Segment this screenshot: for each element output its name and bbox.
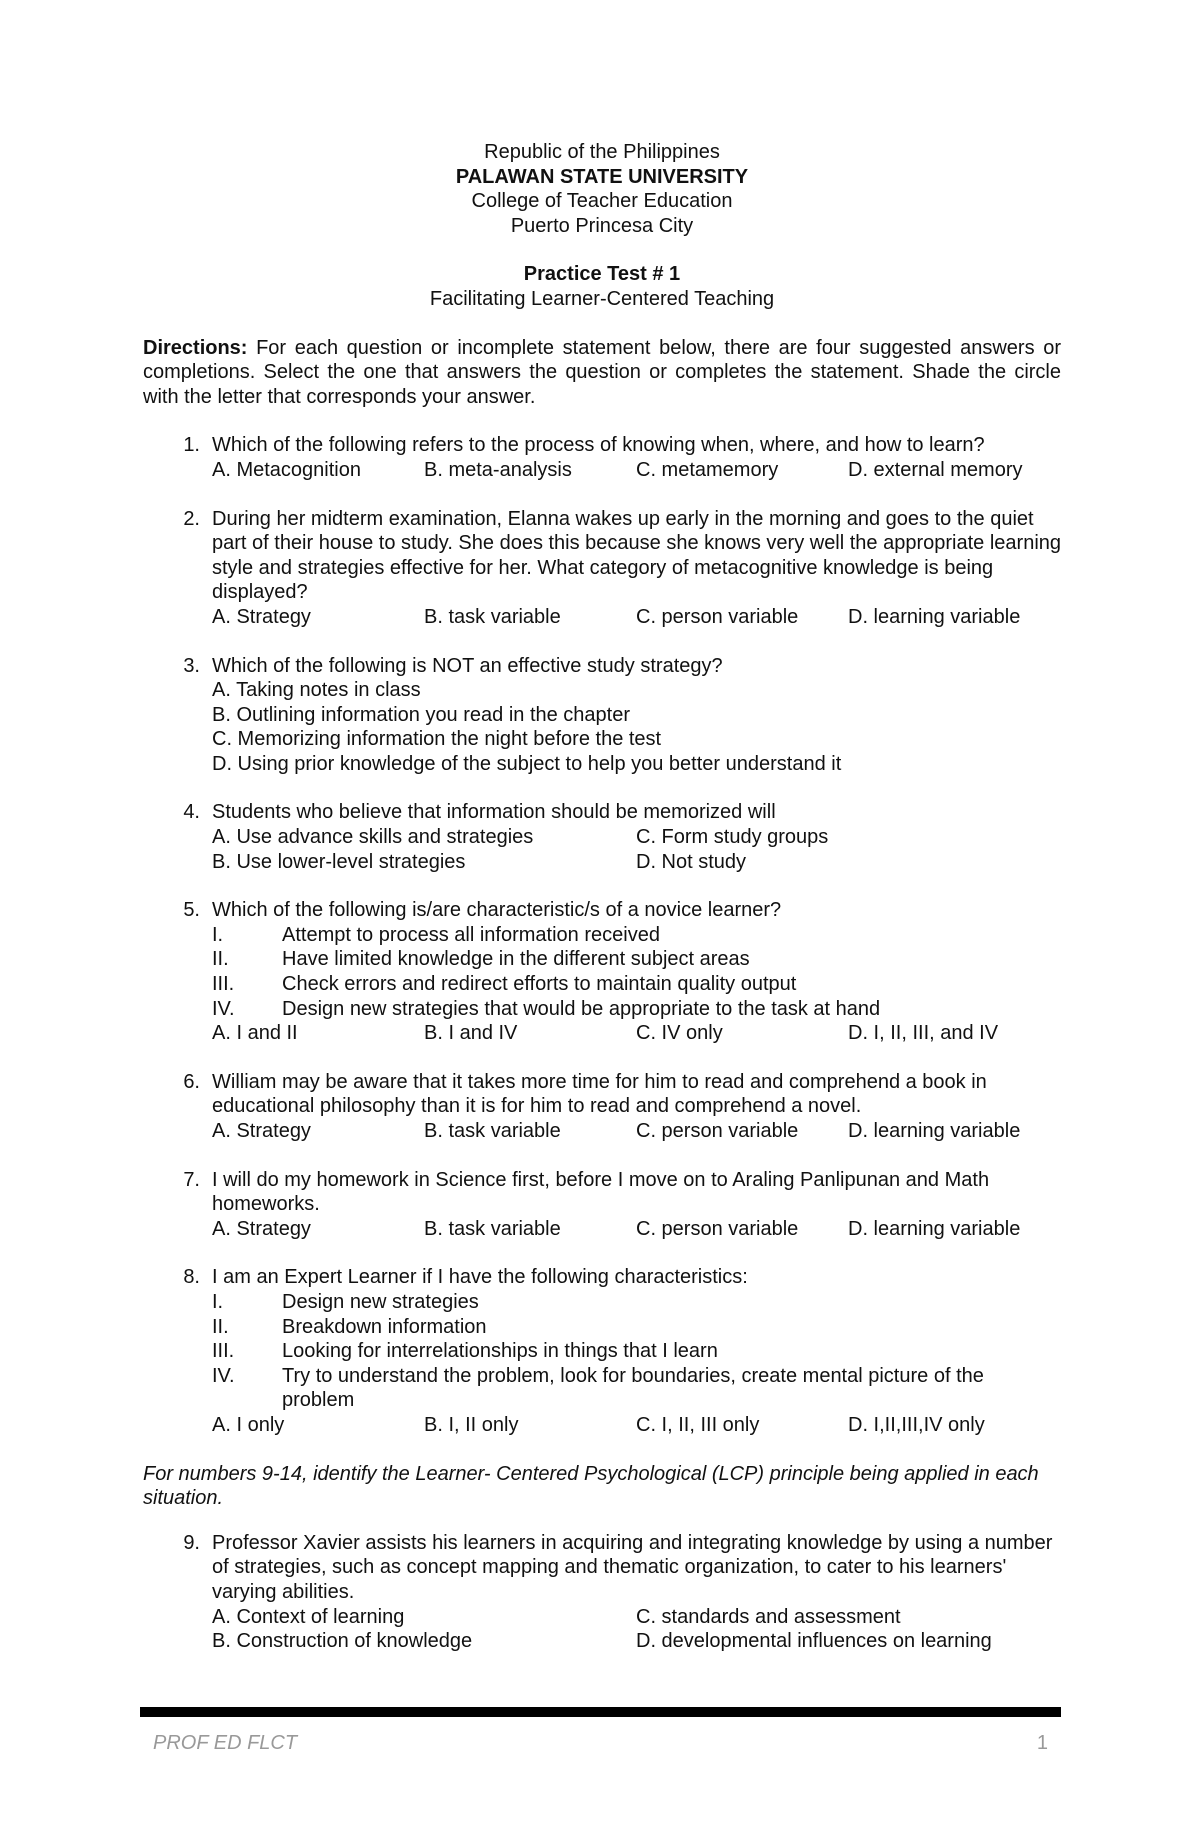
roman-text: Try to understand the problem, look for boundaries, create mental picture of the problem bbox=[282, 1364, 984, 1412]
roman-item bbox=[212, 1364, 1061, 1413]
roman-text: Looking for interrelationships in things that I learn bbox=[282, 1340, 718, 1363]
page-number: 1 bbox=[1036, 1732, 1048, 1754]
question-number: 9. bbox=[183, 1531, 200, 1554]
roman-item bbox=[212, 1290, 1061, 1315]
option-a: A. I only bbox=[212, 1413, 285, 1436]
question-stem: Students who believe that information should be memorized will bbox=[212, 801, 776, 824]
city-name: Puerto Princesa City bbox=[510, 214, 694, 237]
question-1 bbox=[143, 433, 1061, 482]
question-number: 7. bbox=[183, 1168, 200, 1191]
directions-text: For each question or incomplete statement below, there are four suggested answers or completions. Select the one that answers the question or completes the statement. Shade the circle with the letter that corresponds your answer. bbox=[143, 336, 1061, 408]
page-footer bbox=[153, 1732, 1048, 1755]
option-b: B. Use lower-level strategies bbox=[212, 850, 466, 873]
test-title: Practice Test # 1 bbox=[523, 263, 681, 286]
option-a: A. Strategy bbox=[212, 1217, 311, 1240]
roman-numeral: I. bbox=[212, 1290, 224, 1313]
question-number: 1. bbox=[183, 434, 200, 457]
option-a: A. Strategy bbox=[212, 605, 311, 628]
option-b: B. meta-analysis bbox=[424, 458, 572, 481]
option-d: D. Using prior knowledge of the subject to help you better understand it bbox=[212, 752, 842, 775]
section-note: For numbers 9-14, identify the Learner- Centered Psychological (LCP) principle being applied in each situation. bbox=[143, 1462, 1039, 1510]
option-b: B. I and IV bbox=[424, 1022, 518, 1045]
option-b: B. Construction of knowledge bbox=[212, 1630, 473, 1653]
footer-course-code: PROF ED FLCT bbox=[153, 1732, 298, 1754]
university-name: PALAWAN STATE UNIVERSITY bbox=[455, 165, 749, 188]
roman-item bbox=[212, 972, 1061, 997]
roman-text: Design new strategies bbox=[282, 1290, 479, 1313]
option-c: C. metamemory bbox=[636, 458, 779, 481]
option-a: A. Context of learning bbox=[212, 1605, 405, 1628]
option-d: D. learning variable bbox=[848, 1120, 1021, 1142]
roman-numeral: III. bbox=[212, 1340, 235, 1363]
question-stem: William may be aware that it takes more time for him to read and comprehend a book in educational philosophy than it is for him to read and comprehend a novel. bbox=[212, 1070, 987, 1118]
question-number: 8. bbox=[183, 1266, 200, 1289]
option-a: A. Use advance skills and strategies bbox=[212, 826, 534, 849]
question-8 bbox=[143, 1265, 1061, 1437]
directions bbox=[143, 336, 1061, 410]
question-number: 6. bbox=[183, 1070, 200, 1093]
question-2 bbox=[143, 507, 1061, 630]
question-number: 5. bbox=[183, 899, 200, 922]
roman-text: Check errors and redirect efforts to maintain quality output bbox=[282, 973, 797, 996]
question-3 bbox=[143, 654, 1061, 777]
question-number: 4. bbox=[183, 801, 200, 824]
option-b: B. I, II only bbox=[424, 1413, 519, 1436]
roman-text: Attempt to process all information received bbox=[282, 923, 660, 946]
option-b: B. task variable bbox=[424, 605, 561, 628]
option-a: A. I and II bbox=[212, 1022, 298, 1045]
option-c: C. I, II, III only bbox=[636, 1413, 760, 1436]
question-9 bbox=[143, 1531, 1061, 1654]
option-c: C. Form study groups bbox=[636, 826, 829, 849]
college-name: College of Teacher Education bbox=[471, 190, 733, 213]
question-stem: Professor Xavier assists his learners in acquiring and integrating knowledge by using a number of strategies, such as concept mapping and thematic organization, to cater to his learners' varying abilities. bbox=[212, 1531, 1053, 1603]
option-d: D. external memory bbox=[848, 458, 1023, 481]
question-stem: Which of the following is/are characteristic/s of a novice learner? bbox=[212, 899, 782, 922]
option-c: C. IV only bbox=[636, 1022, 723, 1045]
option-d: D. learning variable bbox=[848, 1217, 1021, 1240]
option-d: D. Not study bbox=[636, 850, 747, 873]
option-c: C. Memorizing information the night before the test bbox=[212, 728, 662, 751]
option-c: C. person variable bbox=[636, 1120, 799, 1142]
question-4 bbox=[143, 800, 1061, 874]
option-c: C. person variable bbox=[636, 1217, 799, 1240]
country-line: Republic of the Philippines bbox=[484, 141, 720, 163]
roman-numeral: IV. bbox=[212, 1364, 235, 1387]
roman-numeral: I. bbox=[212, 923, 224, 946]
roman-item bbox=[212, 997, 1061, 1022]
option-d: D. I,II,III,IV only bbox=[848, 1413, 985, 1436]
option-d: D. developmental influences on learning bbox=[636, 1630, 992, 1653]
question-stem: Which of the following is NOT an effective study strategy? bbox=[212, 654, 723, 677]
option-d: D. learning variable bbox=[848, 605, 1021, 628]
question-stem: I will do my homework in Science first, before I move on to Araling Panlipunan and Math homeworks. bbox=[212, 1168, 990, 1216]
roman-item bbox=[212, 923, 1061, 948]
question-6 bbox=[143, 1070, 1061, 1144]
question-stem: During her midterm examination, Elanna wakes up early in the morning and goes to the quiet part of their house to study. She does this because she knows very well the appropriate learning style and strategies effective for her. What category of metacognitive knowledge is being displayed? bbox=[212, 507, 1062, 604]
option-b: B. Outlining information you read in the chapter bbox=[212, 703, 631, 726]
footer-rule bbox=[140, 1707, 1061, 1717]
option-b: B. task variable bbox=[424, 1217, 561, 1240]
option-b: B. task variable bbox=[424, 1120, 561, 1142]
document-page bbox=[143, 140, 1061, 1654]
roman-text: Breakdown information bbox=[282, 1315, 487, 1338]
roman-item bbox=[212, 1315, 1061, 1340]
question-5 bbox=[143, 898, 1061, 1046]
question-7 bbox=[143, 1168, 1061, 1242]
roman-numeral: III. bbox=[212, 973, 235, 996]
directions-label: Directions: bbox=[143, 336, 248, 359]
roman-text: Have limited knowledge in the different subject areas bbox=[282, 948, 750, 971]
question-number: 2. bbox=[183, 507, 200, 530]
roman-item bbox=[212, 947, 1061, 972]
option-a: A. Strategy bbox=[212, 1120, 311, 1142]
test-subtitle: Facilitating Learner-Centered Teaching bbox=[429, 287, 775, 310]
roman-item bbox=[212, 1339, 1061, 1364]
question-number: 3. bbox=[183, 654, 200, 677]
document-header bbox=[143, 140, 1061, 312]
roman-numeral: II. bbox=[212, 1315, 229, 1338]
question-stem: I am an Expert Learner if I have the following characteristics: bbox=[212, 1266, 748, 1289]
option-d: D. I, II, III, and IV bbox=[848, 1022, 999, 1045]
roman-text: Design new strategies that would be appropriate to the task at hand bbox=[282, 997, 881, 1020]
roman-numeral: IV. bbox=[212, 997, 235, 1020]
option-c: C. person variable bbox=[636, 605, 799, 628]
question-stem: Which of the following refers to the process of knowing when, where, and how to learn? bbox=[212, 434, 985, 457]
option-c: C. standards and assessment bbox=[636, 1605, 901, 1628]
option-a: A. Metacognition bbox=[212, 458, 361, 481]
roman-numeral: II. bbox=[212, 948, 229, 971]
option-a: A. Taking notes in class bbox=[212, 679, 421, 702]
